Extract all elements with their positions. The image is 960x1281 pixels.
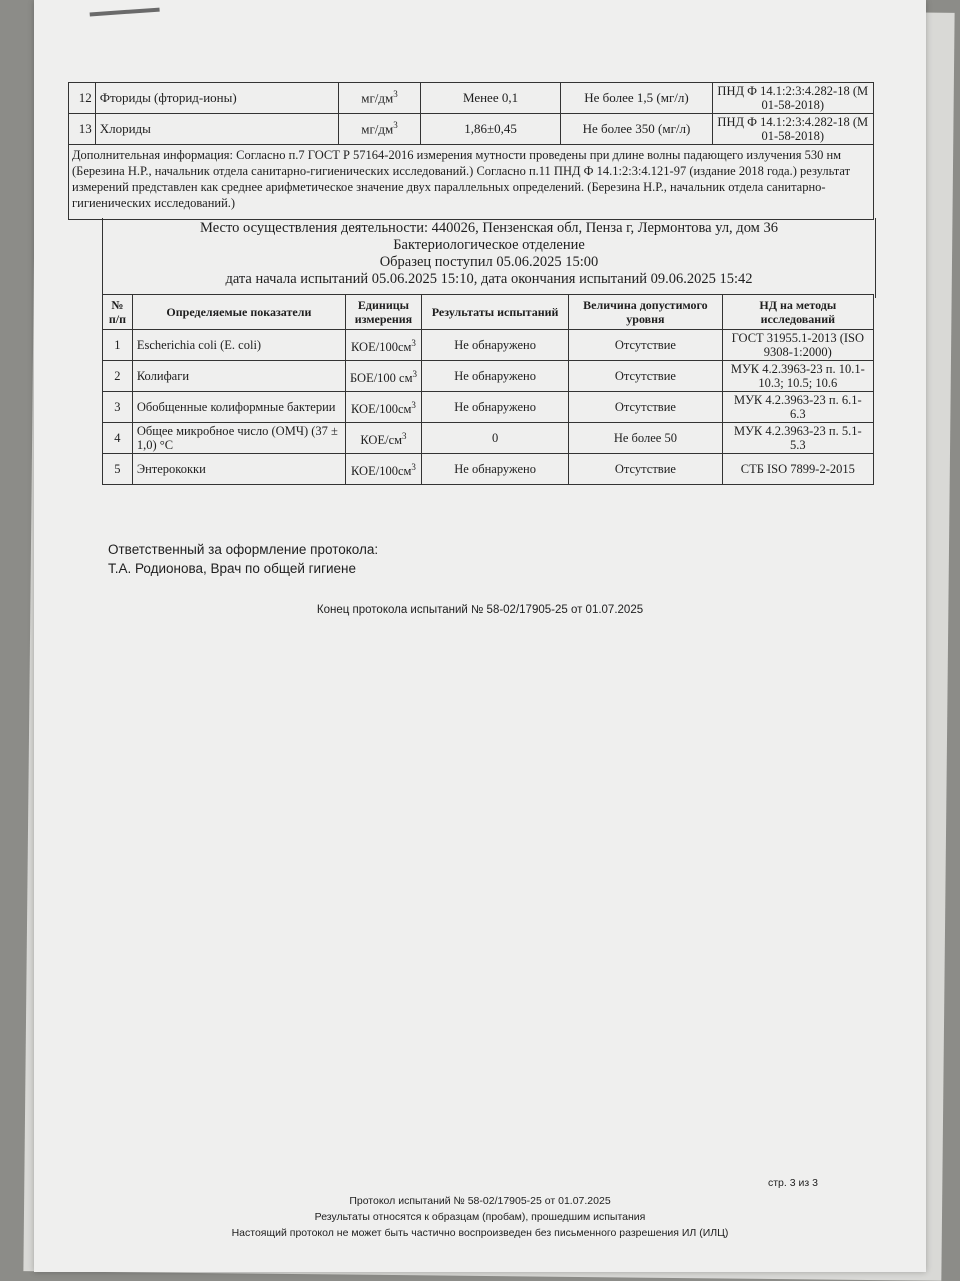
row-number: 4 xyxy=(103,423,133,454)
limit-cell: Не более 350 (мг/л) xyxy=(561,114,712,145)
row-number: 1 xyxy=(103,330,133,361)
header-unit: Единицы измерения xyxy=(345,295,421,330)
row-number: 13 xyxy=(69,114,96,145)
responsible-label: Ответственный за оформление протокола: xyxy=(108,542,379,557)
table-row xyxy=(103,392,874,423)
unit-cell: $мг/дм^3$ xyxy=(339,114,420,145)
row-number: 12 xyxy=(69,83,96,114)
footer-results-note: Результаты относятся к образцам (пробам), прошедшим испытания xyxy=(314,1211,646,1223)
indicator-cell: Обобщенные колиформные бактерии xyxy=(132,392,345,423)
unit-cell: КОЕ/$100см^3$ xyxy=(345,454,421,485)
result-cell: 0 xyxy=(422,423,569,454)
result-cell: Не обнаружено xyxy=(422,454,569,485)
row-number: 5 xyxy=(103,454,133,485)
limit-cell: Не более 50 xyxy=(569,423,722,454)
table-row xyxy=(103,423,874,454)
row-number: 2 xyxy=(103,361,133,392)
table-row xyxy=(69,83,874,114)
result-cell: Не обнаружено xyxy=(422,330,569,361)
sample-received: Образец поступил 05.06.2025 15:00 xyxy=(379,254,599,270)
page-footer xyxy=(0,1193,960,1241)
unit-cell: КОЕ/$100см^3$ xyxy=(345,392,421,423)
unit-cell: КОЕ/$см^3$ xyxy=(345,423,421,454)
department-name: Бактериологическое отделение xyxy=(393,237,585,253)
indicator-cell: Escherichia coli (E. coli) xyxy=(132,330,345,361)
result-cell: Не обнаружено xyxy=(422,392,569,423)
method-cell: СТБ ISO 7899-2-2015 xyxy=(722,454,873,485)
result-cell: Не обнаружено xyxy=(422,361,569,392)
limit-cell: Отсутствие xyxy=(569,392,722,423)
result-cell: 1,86±0,45 xyxy=(420,114,561,145)
unit-cell: БОЕ/100 $см^3$ xyxy=(345,361,421,392)
header-method: НД на методы исследований xyxy=(722,295,873,330)
table-row xyxy=(103,454,874,485)
header-num: № п/п xyxy=(103,295,133,330)
method-cell: МУК 4.2.3963-23 п. 5.1-5.3 xyxy=(722,423,873,454)
limit-cell: Не более 1,5 (мг/л) xyxy=(561,83,712,114)
table-header-row xyxy=(103,295,874,330)
method-cell: МУК 4.2.3963-23 п. 6.1-6.3 xyxy=(722,392,873,423)
responsible-block xyxy=(108,540,378,578)
limit-cell: Отсутствие xyxy=(569,361,722,392)
indicator-cell: Энтерококки xyxy=(132,454,345,485)
header-limit: Величина допустимого уровня xyxy=(569,295,722,330)
additional-info: Дополнительная информация: Согласно п.7 ГОСТ Р 57164-2016 измерения мутности проведены при длине волны падающего излучения 530 нм (Березина Н.Р., начальник отдела санитарно-гигиенических исследований.) Согласно п.11 ПНД Ф 14.1:2:3:4.121-97 (издание 2018 года.) результат измерений представлен как среднее арифметическое значение двух параллельных определений. (Березина Н.Р., начальник отдела санитарно-гигиенических исследований.) xyxy=(69,145,874,220)
test-dates: дата начала испытаний 05.06.2025 15:10, дата окончания испытаний 09.06.2025 15:42 xyxy=(225,271,753,287)
method-cell: ГОСТ 31955.1-2013 (ISO 9308-1:2000) xyxy=(722,330,873,361)
method-cell: ПНД Ф 14.1:2:3:4.282-18 (М 01-58-2018) xyxy=(712,114,873,145)
header-indicator: Определяемые показатели xyxy=(132,295,345,330)
method-cell: МУК 4.2.3963-23 п. 10.1-10.3; 10.5; 10.6 xyxy=(722,361,873,392)
bacteriology-section-header xyxy=(102,218,876,298)
footer-protocol: Протокол испытаний № 58-02/17905-25 от 01.07.2025 xyxy=(349,1195,611,1207)
footer-copy-note: Настоящий протокол не может быть частично воспроизведен без письменного разрешения ИЛ (ИЛЦ) xyxy=(231,1227,729,1239)
indicator-cell: Общее микробное число (ОМЧ) (37 ± 1,0) °С xyxy=(132,423,345,454)
table-row xyxy=(69,114,874,145)
bacteriology-results-table xyxy=(102,294,874,485)
chemical-results-table xyxy=(68,82,874,220)
limit-cell: Отсутствие xyxy=(569,330,722,361)
table-row xyxy=(103,361,874,392)
table-row xyxy=(103,330,874,361)
unit-cell: $мг/дм^3$ xyxy=(339,83,420,114)
limit-cell: Отсутствие xyxy=(569,454,722,485)
responsible-person: Т.А. Родионова, Врач по общей гигиене xyxy=(108,561,357,576)
indicator-cell: Фториды (фторид-ионы) xyxy=(95,83,339,114)
activity-location: Место осуществления деятельности: 440026, Пензенская обл, Пенза г, Лермонтова ул, дом 36 xyxy=(200,220,778,236)
header-result: Результаты испытаний xyxy=(422,295,569,330)
indicator-cell: Хлориды xyxy=(95,114,339,145)
additional-info-row xyxy=(69,145,874,220)
method-cell: ПНД Ф 14.1:2:3:4.282-18 (М 01-58-2018) xyxy=(712,83,873,114)
protocol-end-line: Конец протокола испытаний № 58-02/17905-25 от 01.07.2025 xyxy=(316,604,644,616)
indicator-cell: Колифаги xyxy=(132,361,345,392)
result-cell: Менее 0,1 xyxy=(420,83,561,114)
page-number: стр. 3 из 3 xyxy=(768,1177,818,1189)
row-number: 3 xyxy=(103,392,133,423)
unit-cell: КОЕ/$100см^3$ xyxy=(345,330,421,361)
